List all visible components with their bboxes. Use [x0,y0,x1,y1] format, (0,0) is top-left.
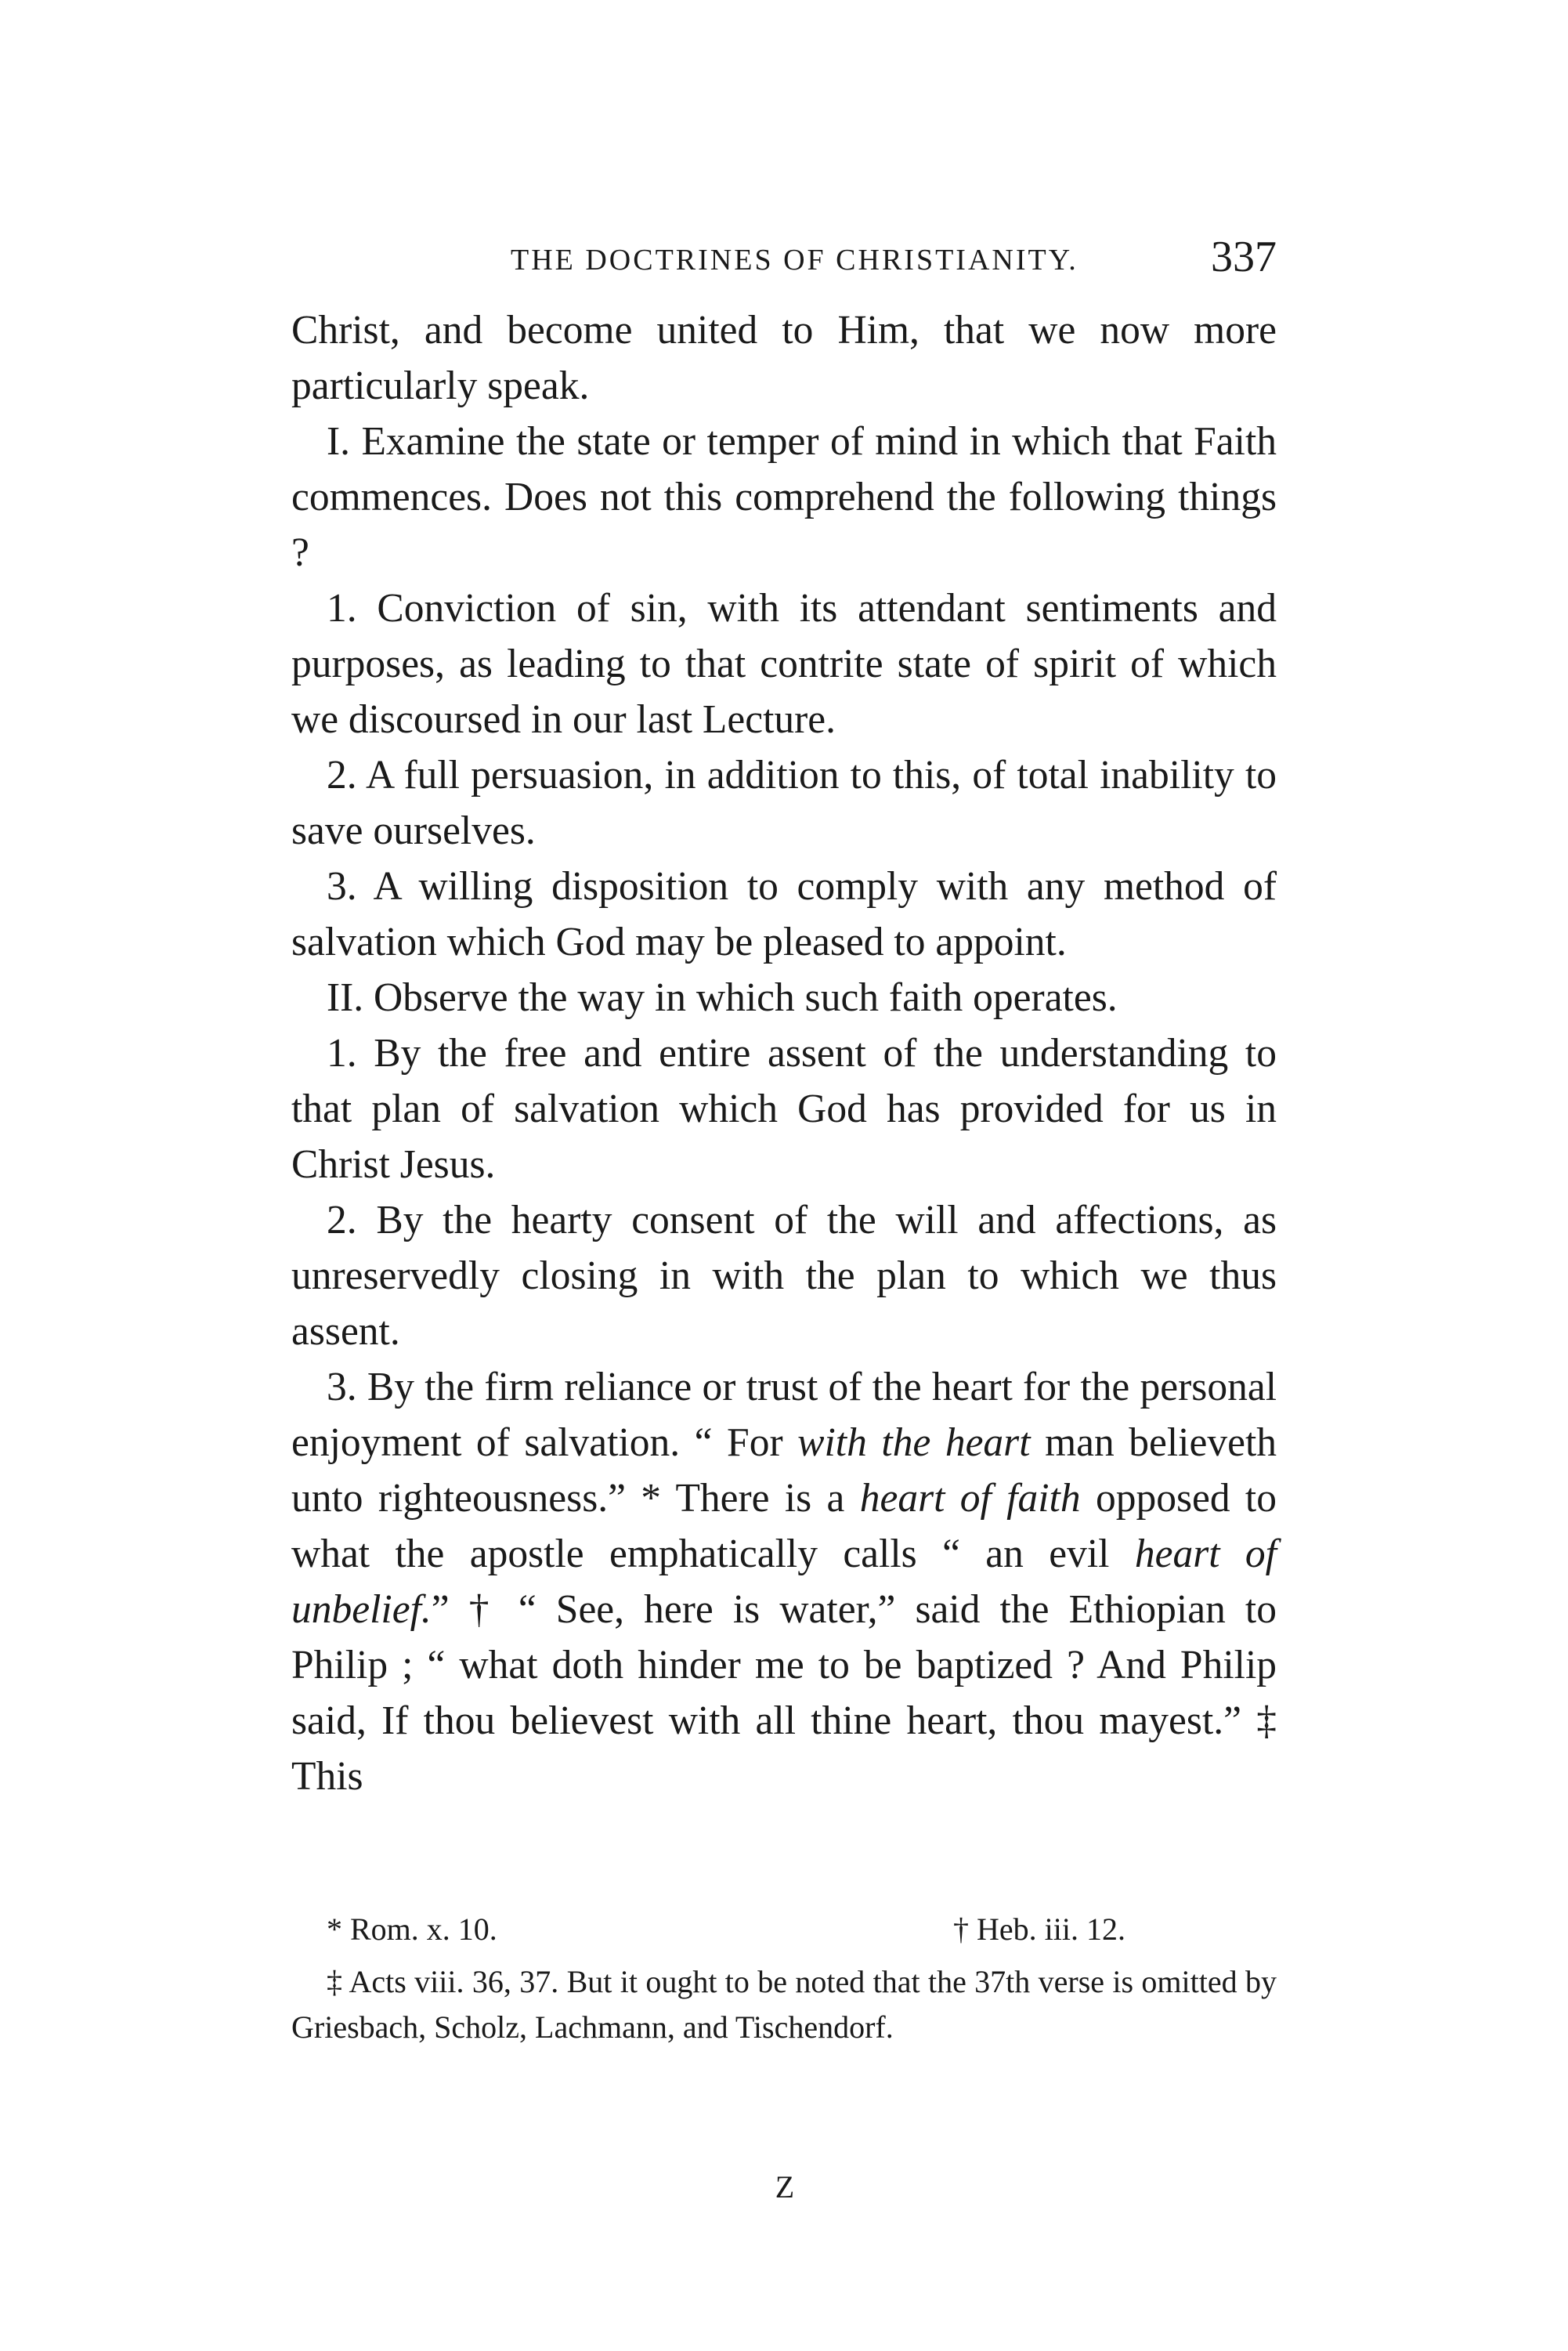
paragraph-operation-two: 2. By the hearty consent of the will and affections, as unreservedly closing in with the plan to which we thus assent. [291,1198,1277,1354]
running-head [291,232,1277,287]
paragraph-text: man believeth unto righteousness.” * There is a [291,1420,1277,1521]
footnote-heb: † Heb. iii. 12. [953,1912,1125,1947]
paragraph-text: 3. By the firm reliance or trust of the heart for the personal enjoyment of salvation. “ For [291,1365,1277,1465]
paragraph-text: opposed to what the apostle emphatically calls “ an evil [291,1476,1277,1576]
italic-phrase: with the heart [797,1420,1031,1465]
paragraph-point-one: 1. Conviction of sin, with its attendant sentiments and purposes, as leading to that contrite state of spirit of which we discoursed in our last Lecture. [291,586,1277,742]
italic-phrase: heart of faith [859,1476,1081,1521]
paragraph-section-one: I. Examine the state or temper of mind in which that Faith commences. Does not this comprehend the following things ? [291,419,1277,575]
footnotes [291,1906,1277,2050]
paragraph-operation-one: 1. By the free and entire assent of the understanding to that plan of salvation which God has provided for us in Christ Jesus. [291,1031,1277,1187]
body-text [291,302,1277,1804]
footnote-acts: ‡ Acts viii. 36, 37. But it ought to be noted that the 37th verse is omitted by Griesbach, Scholz, Lachmann, and Tischendorf. [291,1964,1277,2045]
page-number: 337 [1211,233,1277,281]
signature-mark: Z [775,2169,795,2205]
paragraph-point-two: 2. A full persuasion, in addition to this, of total inability to save ourselves. [291,753,1277,853]
paragraph-point-three: 3. A willing disposition to comply with any method of salvation which God may be pleased to appoint. [291,864,1277,964]
paragraph-section-two: II. Observe the way in which such faith operates. [327,975,1118,1020]
footnote-rom: * Rom. x. 10. [327,1912,497,1947]
italic-phrase: heart of unbelief. [291,1532,1277,1632]
footnote-row [291,1906,1277,1953]
paragraph-text: ” † “ See, here is water,” said the Ethiopian to Philip ; “ what doth hinder me to be baptized ? And Philip said, If thou believest with all thine heart, thou mayest.” ‡ This [291,1587,1277,1799]
paragraph-continuation: Christ, and become united to Him, that we now more particularly speak. [291,308,1277,408]
paragraph-operation-three [291,1359,1277,1804]
running-title: THE DOCTRINES OF CHRISTIANITY. [511,244,1078,277]
